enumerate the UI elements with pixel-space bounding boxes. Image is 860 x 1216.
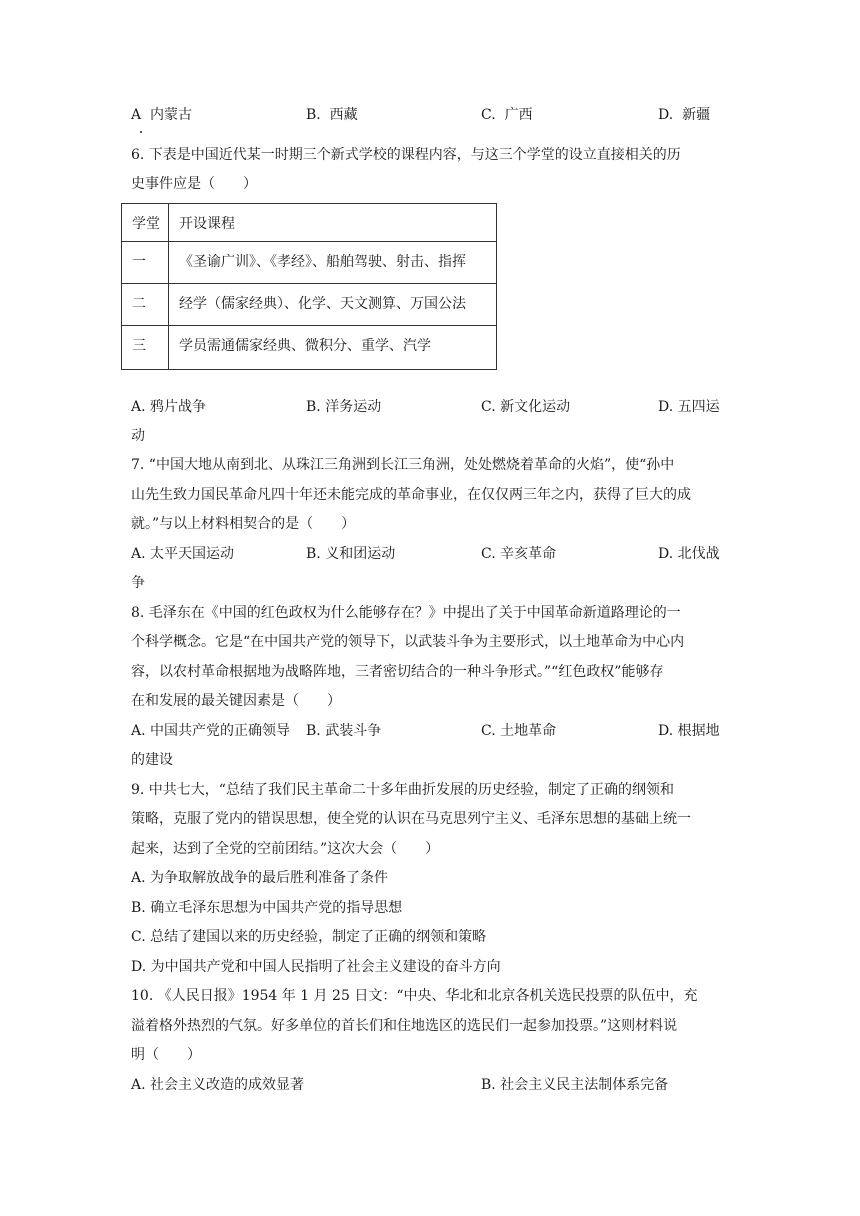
table-cell: 一 [122, 242, 169, 284]
table-cell: 《圣谕广训》、《孝经》、船舶驾驶、射击、指挥 [169, 242, 497, 284]
q8-option-a: A. 中国共产党的正确领导 [131, 723, 291, 739]
q9-stem-line: 策略，克服了党内的错误思想，使全党的认识在马克思列宁主义、毛泽东思想的基础上统一 [131, 811, 691, 827]
q10-option-b: B. 社会主义民主法制体系完备 [481, 1077, 669, 1093]
q10-stem-line: 10. 《人民日报》1954 年 1 月 25 日文：“中央、华北和北京各机关选民投票的队伍中，充 [131, 988, 698, 1004]
q7-option-a: A. 太平天国运动 [131, 546, 235, 562]
q8-option-c: C. 土地革命 [481, 723, 557, 739]
q6-option-c: C. 新文化运动 [481, 399, 571, 415]
q6-option-a: A. 鸦片战争 [131, 399, 207, 415]
table-row [122, 284, 497, 326]
q7-stem-line: 7. “中国大地从南到北、从珠江三角洲到长江三角洲，处处燃烧着革命的火焰”，使“孙中 [131, 457, 675, 473]
q9-option-b: B. 确立毛泽东思想为中国共产党的指导思想 [131, 900, 403, 916]
q8-stem-line: 容，以农村革命根据地为战略阵地，三者密切结合的一种斗争形式。”“红色政权”能够存 [131, 664, 664, 680]
q7-option-d: D. 北伐战 [658, 546, 720, 562]
q8-option-b: B. 武装斗争 [306, 723, 382, 739]
table-row [122, 242, 497, 284]
q6-option-d: D. 五四运 [658, 399, 720, 415]
q5-option-c: C. 广西 [481, 107, 533, 123]
q9-option-a: A. 为争取解放战争的最后胜利准备了条件 [131, 870, 389, 886]
q8-stem-line: 个科学概念。它是“在中国共产党的领导下，以武装斗争为主要形式，以土地革命为中心内 [131, 634, 685, 650]
q7-option-wrap: 争 [131, 575, 145, 591]
table-cell: 三 [122, 326, 169, 370]
table-header-cell: 开设课程 [169, 204, 497, 242]
q5-option-a: A 内蒙古 [131, 107, 193, 123]
table-cell: 经学（儒家经典）、化学、天文测算、万国公法 [169, 284, 497, 326]
table-header-row [122, 204, 497, 242]
q8-option-d: D. 根据地 [658, 723, 720, 739]
q5-option-d: D. 新疆 [658, 107, 711, 123]
table-cell: 二 [122, 284, 169, 326]
q6-option-wrap: 动 [131, 428, 145, 444]
q7-stem-line: 就。”与以上材料相契合的是（ ） [131, 516, 356, 532]
q6-stem-line: 6. 下表是中国近代某一时期三个新式学校的课程内容，与这三个学堂的设立直接相关的历 [131, 147, 681, 163]
table-row [122, 326, 497, 370]
q9-stem-line: 9. 中共七大，“总结了我们民主革命二十多年曲折发展的历史经验，制定了正确的纲领和 [131, 782, 674, 798]
q6-option-b: B. 洋务运动 [306, 399, 382, 415]
bullet-dot [140, 131, 142, 133]
q8-option-wrap: 的建设 [131, 752, 173, 768]
q10-stem-line: 明（ ） [131, 1047, 201, 1063]
q7-option-c: C. 辛亥革命 [481, 546, 557, 562]
q6-stem-line: 史事件应是（ ） [131, 176, 257, 192]
q10-stem-line: 溢着格外热烈的气氛。好多单位的首长们和住地选区的选民们一起参加投票。”这则材料说 [131, 1018, 678, 1034]
q8-stem-line: 在和发展的最关键因素是（ ） [131, 693, 341, 709]
q9-option-c: C. 总结了建国以来的历史经验，制定了正确的纲领和策略 [131, 929, 487, 945]
course-table [121, 203, 497, 370]
q10-option-a: A. 社会主义改造的成效显著 [131, 1077, 305, 1093]
q8-stem-line: 8. 毛泽东在《中国的红色政权为什么能够存在？》中提出了关于中国革命新道路理论的一 [131, 605, 681, 621]
q7-option-b: B. 义和团运动 [306, 546, 396, 562]
q5-option-b: B. 西藏 [306, 107, 358, 123]
table-header-cell: 学堂 [122, 204, 169, 242]
q7-stem-line: 山先生致力国民革命凡四十年还未能完成的革命事业，在仅仅两三年之内，获得了巨大的成 [131, 487, 691, 503]
table-cell: 学员需通儒家经典、微积分、重学、汽学 [169, 326, 497, 370]
q9-option-d: D. 为中国共产党和中国人民指明了社会主义建设的奋斗方向 [131, 959, 501, 975]
q9-stem-line: 起来，达到了全党的空前团结。”这次大会（ ） [131, 841, 440, 857]
